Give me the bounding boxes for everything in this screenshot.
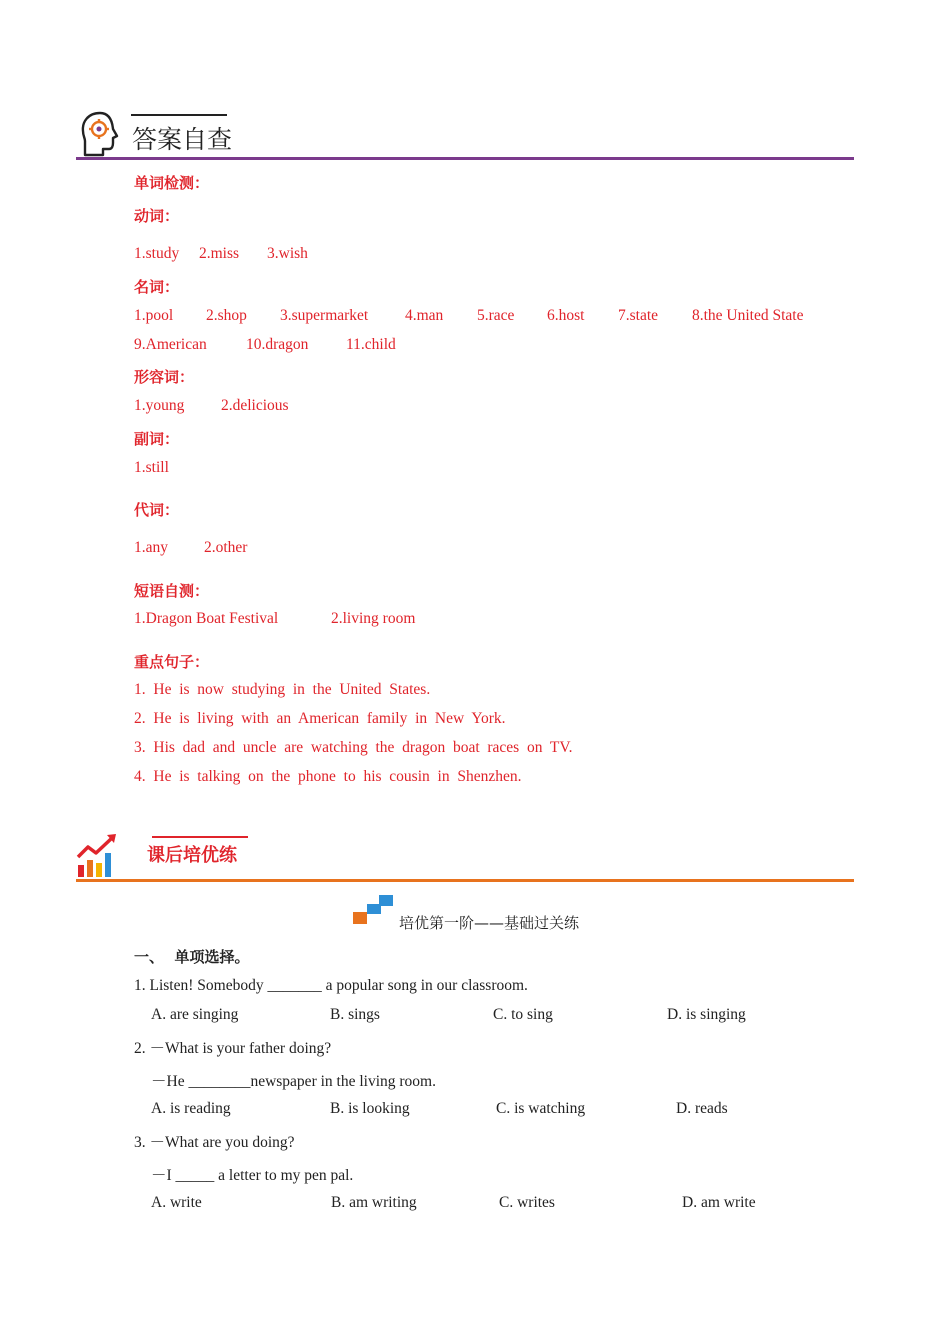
brain-head-icon xyxy=(78,110,122,158)
growth-chart-icon xyxy=(76,833,120,879)
pronoun-item: 1.any xyxy=(134,539,169,556)
question-stem-reply: －I _____ a letter to my pen pal. xyxy=(151,1167,354,1184)
question-stem: 3. －What are you doing? xyxy=(134,1134,295,1151)
option-c[interactable]: C. is watching xyxy=(496,1100,586,1117)
noun-item: 11.child xyxy=(346,336,396,353)
adverbs-label: 副词： xyxy=(134,430,180,448)
option-a[interactable]: A. are singing xyxy=(151,1006,239,1023)
pronoun-item: 2.other xyxy=(204,539,248,556)
option-b[interactable]: B. am writing xyxy=(331,1194,417,1211)
option-c[interactable]: C. writes xyxy=(499,1194,555,1211)
verb-item: 1.study xyxy=(134,245,180,262)
noun-item: 7.state xyxy=(618,307,659,324)
answer-section-title: 答案自查 xyxy=(132,125,233,154)
sentence-item: 2. He is living with an American family in New York. xyxy=(134,710,506,727)
nouns-label: 名词： xyxy=(134,278,180,296)
adjective-item: 2.delicious xyxy=(221,397,289,414)
adjectives-label: 形容词： xyxy=(134,368,195,386)
noun-item: 9.American xyxy=(134,336,207,353)
verb-item: 2.miss xyxy=(199,245,240,262)
noun-item: 8.the United State xyxy=(692,307,804,324)
question-stem: 2. －What is your father doing? xyxy=(134,1040,332,1057)
option-b[interactable]: B. sings xyxy=(330,1006,380,1023)
adjective-item: 1.young xyxy=(134,397,185,414)
phrase-item: 1.Dragon Boat Festival xyxy=(134,610,279,627)
option-d[interactable]: D. is singing xyxy=(667,1006,746,1023)
noun-item: 1.pool xyxy=(134,307,174,324)
purple-divider xyxy=(76,157,854,160)
word-check-label: 单词检测： xyxy=(134,174,210,192)
question-stem-reply: －He ________newspaper in the living room. xyxy=(151,1073,436,1090)
stairs-icon xyxy=(353,894,395,926)
pronouns-label: 代词： xyxy=(134,501,180,519)
phrases-label: 短语自测： xyxy=(134,582,210,600)
sentence-item: 3. His dad and uncle are watching the dragon boat races on TV. xyxy=(134,739,573,756)
title-underline xyxy=(131,114,227,116)
orange-divider xyxy=(76,879,854,882)
practice-section-header xyxy=(76,830,856,880)
stage-title: 培优第一阶——基础过关练 xyxy=(399,914,580,932)
question-stem: 1. Listen! Somebody _______ a popular song in our classroom. xyxy=(134,977,528,994)
verbs-label: 动词： xyxy=(134,207,180,225)
option-b[interactable]: B. is looking xyxy=(330,1100,410,1117)
option-c[interactable]: C. to sing xyxy=(493,1006,553,1023)
noun-item: 3.supermarket xyxy=(280,307,369,324)
noun-item: 5.race xyxy=(477,307,515,324)
noun-item: 2.shop xyxy=(206,307,247,324)
verb-item: 3.wish xyxy=(267,245,308,262)
answer-section-header xyxy=(76,108,856,160)
sentences-label: 重点句子： xyxy=(134,653,210,671)
noun-item: 4.man xyxy=(405,307,444,324)
practice-section-title: 课后培优练 xyxy=(147,845,237,866)
part-title: 一、 单项选择。 xyxy=(134,948,250,966)
sentence-item: 1. He is now studying in the United States. xyxy=(134,681,431,698)
option-a[interactable]: A. is reading xyxy=(151,1100,231,1117)
noun-item: 10.dragon xyxy=(246,336,309,353)
option-d[interactable]: D. reads xyxy=(676,1100,728,1117)
noun-item: 6.host xyxy=(547,307,585,324)
adverb-item: 1.still xyxy=(134,459,169,476)
sentence-item: 4. He is talking on the phone to his cousin in Shenzhen. xyxy=(134,768,522,785)
option-d[interactable]: D. am write xyxy=(682,1194,756,1211)
option-a[interactable]: A. write xyxy=(151,1194,202,1211)
phrase-item: 2.living room xyxy=(331,610,416,627)
title-underline xyxy=(152,836,248,838)
